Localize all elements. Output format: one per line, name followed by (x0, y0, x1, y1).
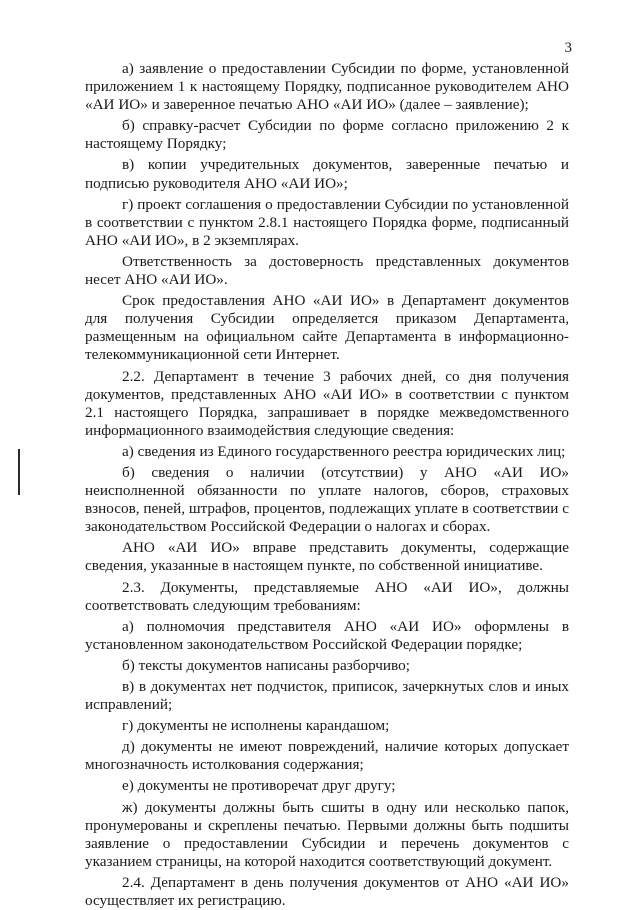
paragraph-calculation: б) справку-расчет Субсидии по форме согласно приложению 2 к настоящему Порядку; (85, 117, 569, 153)
paragraph-tax-info: б) сведения о наличии (отсутствии) у АНО «АИ ИО» неисполненной обязанности по уплате налогов, сборов, страховых взносов, пеней, штрафов, процентов, подлежащих уплате в соответствии с законодательством Российской Федерации о налогах и сборах. (85, 463, 569, 536)
paragraph-requirement-zh: ж) документы должны быть сшиты в одну или несколько папок, пронумерованы и скреплены печатью. Первыми должны быть подшиты заявление о предоставлении Субсидии и перечень документов с указанием страницы, на которой находится соответствующий документ. (85, 798, 569, 870)
paragraph-section-2-4: 2.4. Департамент в день получения документов от АНО «АИ ИО» осуществляет их регистрацию. (85, 873, 569, 910)
paragraph-requirement-b: б) тексты документов написаны разборчиво; (122, 656, 410, 674)
page-number: 3 (564, 40, 572, 56)
document-body (85, 60, 569, 910)
paragraph-section-2-2: 2.2. Департамент в течение 3 рабочих дней, со дня получения документов, представленных АНО «АИ ИО» в соответствии с пунктом 2.1 настоящего Порядка, запрашивает в порядке межведомственного информационного взаимодействия следующие сведения: (85, 367, 569, 439)
paragraph-submission-term: Срок предоставления АНО «АИ ИО» в Департамент документов для получения Субсидии определяется приказом Департамента, размещенным на официальном сайте Департамента в информационно-телекоммуникационной сети Интернет. (85, 292, 569, 364)
paragraph-agreement-draft: г) проект соглашения о предоставлении Субсидии по установленной в соответствии с пунктом 2.8.1 настоящего Порядка форме, подписанный АНО «АИ ИО», в 2 экземплярах. (85, 195, 569, 249)
paragraph-section-2-3: 2.3. Документы, представляемые АНО «АИ ИО», должны соответствовать следующим требованиям: (85, 578, 569, 614)
paragraph-application: а) заявление о предоставлении Субсидии по форме, установленной приложением 1 к настоящему Порядку, подписанное руководителем АНО «АИ ИО» и заверенное печатью АНО «АИ ИО» (далее – заявление); (85, 60, 569, 114)
paragraph-requirement-e: е) документы не противоречат друг другу; (122, 777, 396, 795)
paragraph-requirement-d: д) документы не имеют повреждений, наличие которых допускает многозначность истолкования содержания; (85, 738, 569, 774)
paragraph-requirement-v: в) в документах нет подчисток, приписок, зачеркнутых слов и иных исправлений; (85, 678, 569, 714)
paragraph-charter-copies: в) копии учредительных документов, заверенные печатью и подписью руководителя АНО «АИ ИО»; (85, 156, 569, 192)
paragraph-requirement-a: а) полномочия представителя АНО «АИ ИО» оформлены в установленном законодательством Российской Федерации порядке; (85, 617, 569, 653)
margin-mark (18, 449, 20, 495)
paragraph-responsibility: Ответственность за достоверность представленных документов несет АНО «АИ ИО». (85, 252, 569, 289)
paragraph-requirement-g: г) документы не исполнены карандашом; (122, 717, 390, 735)
paragraph-registry-info: а) сведения из Единого государственного реестра юридических лиц; (122, 442, 566, 460)
paragraph-own-initiative: АНО «АИ ИО» вправе представить документы, содержащие сведения, указанные в настоящем пункте, по собственной инициативе. (85, 539, 569, 575)
